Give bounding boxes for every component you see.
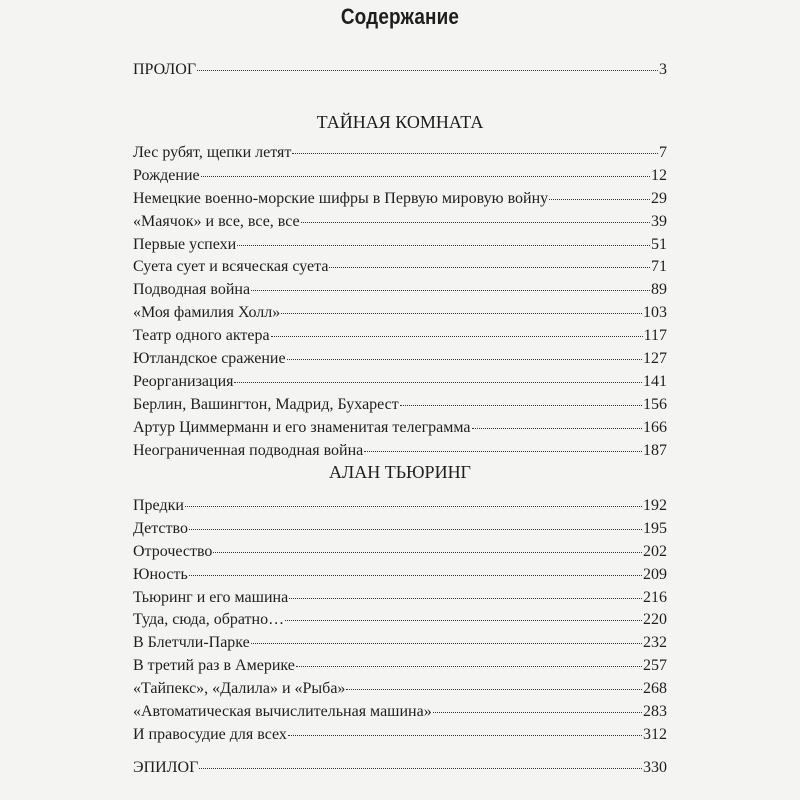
toc-entry-label: Детство [133,519,188,537]
toc-entry [133,394,667,417]
toc-entry-page: 89 [651,281,667,299]
toc-entry-page: 39 [651,212,667,230]
toc-entry-page: 51 [651,235,667,253]
prologue-list [133,59,667,82]
dot-leader [251,643,642,644]
dot-leader [271,336,643,337]
toc-entry-label: Тьюринг и его машина [133,588,289,606]
toc-entry-page: 330 [643,759,667,776]
toc-entry-label: «Моя фамилия Холл» [133,304,281,322]
toc-entry-page: 156 [643,395,667,413]
toc-entry-label: Неограниченная подводная война [133,441,364,459]
toc-entry-page: 220 [643,611,667,629]
dot-leader [400,405,642,406]
dot-leader [234,382,642,383]
toc-entry-label: «Маячок» и все, все, все [133,212,300,230]
toc-entry-label: «Тайпекс», «Далила» и «Рыба» [133,680,346,698]
toc-entry-label: Туда, сюда, обратно… [133,611,285,629]
toc-entry-page: 71 [651,258,667,276]
toc-entry-page: 268 [643,680,667,698]
toc-entry [133,701,667,724]
dot-leader [185,506,642,507]
toc-entry [133,587,667,610]
dot-leader [213,552,642,553]
dot-leader [281,313,642,314]
toc-entry-page: 216 [643,588,667,606]
toc-entry [133,348,667,371]
dot-leader [199,768,642,769]
toc-entry [133,724,667,747]
toc-entry-page: 312 [643,725,667,743]
section-1-entries [133,142,667,462]
dot-leader [285,620,642,621]
toc-entry [133,518,667,541]
toc-entry-label: Отрочество [133,542,213,560]
dot-leader [189,575,642,576]
toc-entry-page: 195 [643,519,667,537]
toc-entry [133,256,667,279]
toc-entry-page: 192 [643,497,667,514]
toc-entry [133,564,667,587]
toc-entry-label: ЭПИЛОГ [133,759,199,776]
dot-leader [296,666,642,667]
dot-leader [287,359,642,360]
toc-entry [133,371,667,394]
toc-entry-page: 166 [643,418,667,436]
toc-entry [133,325,667,348]
toc-entry-label: Реорганизация [133,372,234,390]
dot-leader [472,428,643,429]
toc-entry [133,495,667,518]
toc-entry-label: Суета сует и всяческая суета [133,258,329,276]
toc-entry [133,279,667,302]
dot-leader [346,689,642,690]
toc-entry-page: 127 [643,350,667,368]
toc-entry-label: Артур Циммерманн и его знаменитая телеграмма [133,418,471,436]
toc-entry [133,302,667,325]
toc-entry-label: И правосудие для всех [133,725,287,743]
toc-entry-page: 187 [643,441,667,459]
toc-entry [133,655,667,678]
dot-leader [364,451,642,452]
toc-entry-label: Предки [133,497,184,514]
dot-leader [329,267,650,268]
toc-entry-prologue [133,59,667,82]
toc-entry-page: 3 [659,61,667,78]
section-heading-1: ТАЙНАЯ КОМНАТА [316,112,484,132]
page-title: Содержание [340,4,460,29]
dot-leader [251,290,650,291]
toc-entry-label: Рождение [133,166,200,184]
section-2-entries [133,495,667,747]
toc-entry-page: 232 [643,634,667,652]
toc-entry-label: Юность [133,565,188,583]
toc-entry-page: 29 [651,189,667,207]
toc-entry [133,188,667,211]
toc-entry-label: Театр одного актера [133,327,270,345]
epilogue-list [133,757,667,780]
dot-leader [237,245,650,246]
toc-entry-epilogue [133,757,667,780]
toc-entry-page: 257 [643,657,667,675]
toc-entry [133,609,667,632]
toc-entry [133,165,667,188]
dot-leader [201,176,650,177]
toc-entry-page: 103 [643,304,667,322]
toc-entry [133,234,667,257]
toc-entry [133,541,667,564]
toc-entry [133,632,667,655]
dot-leader [292,153,658,154]
dot-leader [197,70,658,71]
dot-leader [189,529,642,530]
toc-entry-page: 7 [659,144,667,161]
toc-entry-page: 12 [651,166,667,184]
toc-entry-label: Лес рубят, щепки летят [133,144,292,161]
dot-leader [549,199,650,200]
toc-entry-label: В третий раз в Америке [133,657,295,675]
toc-entry-label: Берлин, Вашингтон, Мадрид, Бухарест [133,395,399,413]
toc-entry [133,678,667,701]
toc-entry-label: ПРОЛОГ [133,61,197,78]
toc-entry-page: 117 [643,327,667,345]
toc-entry [133,211,667,234]
toc-entry-label: Ютландское сражение [133,350,286,368]
toc-entry-page: 209 [643,565,667,583]
toc-entry-page: 141 [643,372,667,390]
dot-leader [301,222,650,223]
toc-entry [133,440,667,463]
toc-entry-page: 283 [643,703,667,721]
toc-entry-label: Подводная война [133,281,251,299]
dot-leader [288,735,642,736]
dot-leader [433,712,642,713]
toc-entry-label: В Блетчли-Парке [133,634,250,652]
section-heading-2: АЛАН ТЬЮРИНГ [329,462,471,482]
dot-leader [289,598,642,599]
toc-entry-page: 202 [643,542,667,560]
toc-entry [133,142,667,165]
toc-entry [133,417,667,440]
toc-entry-label: Первые успехи [133,235,237,253]
toc-entry-label: «Автоматическая вычислительная машина» [133,703,432,721]
toc-entry-label: Немецкие военно-морские шифры в Первую мировую войну [133,189,549,207]
